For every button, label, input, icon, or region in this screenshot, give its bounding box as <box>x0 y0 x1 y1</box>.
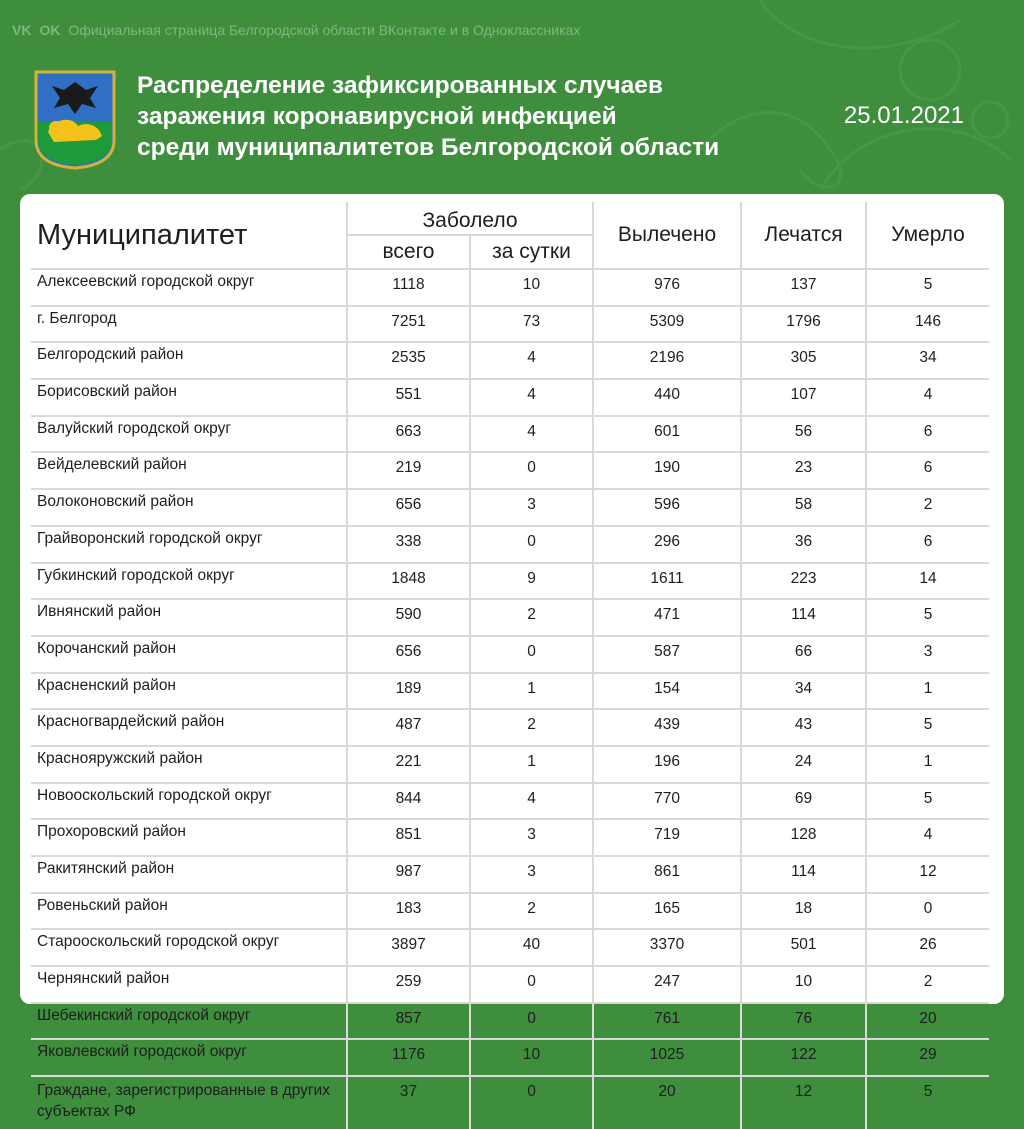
cell-total: 1118 <box>347 269 470 306</box>
table-row <box>31 269 989 306</box>
cell-municipality: Шебекинский городской округ <box>31 1003 347 1040</box>
cell-total: 7251 <box>347 306 470 343</box>
cell-died: 29 <box>866 1039 989 1076</box>
title-line: заражения коронавирусной инфекцией <box>137 103 617 130</box>
table-row <box>31 416 989 453</box>
cell-died: 146 <box>866 306 989 343</box>
cell-municipality: Старооскольский городской округ <box>31 929 347 966</box>
cell-municipality: Ракитянский район <box>31 856 347 893</box>
cell-municipality: Губкинский городской округ <box>31 563 347 600</box>
cell-day: 1 <box>470 746 593 783</box>
cell-treated: 114 <box>741 599 866 636</box>
table-card <box>20 194 1004 1121</box>
cell-died: 6 <box>866 416 989 453</box>
cell-municipality: г. Белгород <box>31 306 347 343</box>
cell-day: 3 <box>470 856 593 893</box>
cell-day: 0 <box>470 526 593 563</box>
cell-recovered: 2196 <box>593 342 741 379</box>
cell-municipality: Волоконовский район <box>31 489 347 526</box>
ok-icon: OK <box>39 22 61 38</box>
cell-died: 4 <box>866 379 989 416</box>
cell-treated: 137 <box>741 269 866 306</box>
table-row <box>31 636 989 673</box>
header-municipality: Муниципалитет <box>37 218 248 251</box>
table-row <box>31 452 989 489</box>
cell-treated: 1796 <box>741 306 866 343</box>
cell-total: 851 <box>347 819 470 856</box>
cell-municipality: Валуйский городской округ <box>31 416 347 453</box>
cell-died: 14 <box>866 563 989 600</box>
cell-treated: 122 <box>741 1039 866 1076</box>
cell-day: 3 <box>470 819 593 856</box>
cell-died: 2 <box>866 966 989 1003</box>
table-row <box>31 819 989 856</box>
social-caption: Официальная страница Белгородской области ВКонтакте и в Одноклассниках <box>68 22 581 38</box>
cell-day: 4 <box>470 342 593 379</box>
table-row <box>31 929 989 966</box>
cell-day: 1 <box>470 673 593 710</box>
cell-died: 34 <box>866 342 989 379</box>
cell-day: 0 <box>470 452 593 489</box>
cell-died: 6 <box>866 526 989 563</box>
cell-day: 2 <box>470 709 593 746</box>
cell-treated: 305 <box>741 342 866 379</box>
cell-treated: 107 <box>741 379 866 416</box>
cell-total: 656 <box>347 489 470 526</box>
vk-icon: VK <box>12 22 32 38</box>
cell-recovered: 247 <box>593 966 741 1003</box>
header-in-treatment: Лечатся <box>741 202 866 269</box>
cell-died: 5 <box>866 269 989 306</box>
cell-day: 4 <box>470 783 593 820</box>
cell-total: 844 <box>347 783 470 820</box>
table-row <box>31 489 989 526</box>
table-row <box>31 783 989 820</box>
header-died: Умерло <box>891 223 965 246</box>
table-row <box>31 526 989 563</box>
cell-recovered: 440 <box>593 379 741 416</box>
table-row <box>31 856 989 893</box>
cell-municipality: Граждане, зарегистрированные в других субъектах РФ <box>31 1076 347 1129</box>
cell-died: 26 <box>866 929 989 966</box>
cell-total: 663 <box>347 416 470 453</box>
cell-municipality: Чернянский район <box>31 966 347 1003</box>
cell-recovered: 1611 <box>593 563 741 600</box>
cell-died: 0 <box>866 893 989 930</box>
table-row <box>31 746 989 783</box>
cell-treated: 76 <box>741 1003 866 1040</box>
cell-total: 487 <box>347 709 470 746</box>
table-row <box>31 1039 989 1076</box>
table-row <box>31 379 989 416</box>
cell-recovered: 3370 <box>593 929 741 966</box>
cell-treated: 114 <box>741 856 866 893</box>
cell-recovered: 196 <box>593 746 741 783</box>
cell-recovered: 596 <box>593 489 741 526</box>
report-date: 25.01.2021 <box>843 102 964 129</box>
cell-total: 183 <box>347 893 470 930</box>
cell-day: 3 <box>470 489 593 526</box>
cell-recovered: 154 <box>593 673 741 710</box>
cell-died: 20 <box>866 1003 989 1040</box>
header-recovered: Вылечено <box>593 202 741 269</box>
covid-cases-table <box>31 202 989 1129</box>
cell-day: 4 <box>470 379 593 416</box>
cell-total: 259 <box>347 966 470 1003</box>
cell-recovered: 770 <box>593 783 741 820</box>
cell-treated: 66 <box>741 636 866 673</box>
header-infected-day: за сутки <box>470 235 593 269</box>
cell-day: 2 <box>470 893 593 930</box>
cell-municipality: Вейделевский район <box>31 452 347 489</box>
cell-recovered: 1025 <box>593 1039 741 1076</box>
cell-died: 1 <box>866 673 989 710</box>
cell-recovered: 861 <box>593 856 741 893</box>
cell-died: 6 <box>866 452 989 489</box>
cell-total: 338 <box>347 526 470 563</box>
cell-recovered: 719 <box>593 819 741 856</box>
cell-total: 857 <box>347 1003 470 1040</box>
cell-recovered: 296 <box>593 526 741 563</box>
cell-municipality: Красненский район <box>31 673 347 710</box>
title-line: Распределение зафиксированных случаев <box>137 72 663 99</box>
cell-died: 5 <box>866 709 989 746</box>
cell-day: 10 <box>470 1039 593 1076</box>
cell-day: 0 <box>470 1076 593 1129</box>
cell-recovered: 471 <box>593 599 741 636</box>
table-row <box>31 342 989 379</box>
cell-died: 12 <box>866 856 989 893</box>
cell-municipality: Алексеевский городской округ <box>31 269 347 306</box>
cell-total: 219 <box>347 452 470 489</box>
cell-total: 221 <box>347 746 470 783</box>
cell-recovered: 976 <box>593 269 741 306</box>
cell-municipality: Яковлевский городской округ <box>31 1039 347 1076</box>
cell-died: 5 <box>866 1076 989 1129</box>
table-row <box>31 306 989 343</box>
cell-day: 0 <box>470 966 593 1003</box>
cell-recovered: 601 <box>593 416 741 453</box>
cell-treated: 56 <box>741 416 866 453</box>
cell-treated: 18 <box>741 893 866 930</box>
cell-total: 189 <box>347 673 470 710</box>
cell-total: 987 <box>347 856 470 893</box>
cell-day: 9 <box>470 563 593 600</box>
header-infected-total: всего <box>347 235 470 269</box>
cell-municipality: Грайворонский городской округ <box>31 526 347 563</box>
table-row <box>31 966 989 1003</box>
cell-day: 40 <box>470 929 593 966</box>
header-infected: Заболело <box>347 202 593 235</box>
cell-day: 10 <box>470 269 593 306</box>
cell-recovered: 5309 <box>593 306 741 343</box>
cell-recovered: 587 <box>593 636 741 673</box>
table-row <box>31 673 989 710</box>
cell-total: 3897 <box>347 929 470 966</box>
table-row <box>31 1003 989 1040</box>
cell-municipality: Ровеньский район <box>31 893 347 930</box>
social-caption-bar <box>12 18 580 42</box>
cell-died: 3 <box>866 636 989 673</box>
cell-municipality: Борисовский район <box>31 379 347 416</box>
cell-day: 73 <box>470 306 593 343</box>
table-row <box>31 893 989 930</box>
page-title <box>137 70 817 163</box>
cell-died: 1 <box>866 746 989 783</box>
cell-died: 5 <box>866 783 989 820</box>
cell-total: 590 <box>347 599 470 636</box>
cell-municipality: Белгородский район <box>31 342 347 379</box>
cell-died: 4 <box>866 819 989 856</box>
cell-total: 1176 <box>347 1039 470 1076</box>
cell-day: 0 <box>470 636 593 673</box>
cell-recovered: 439 <box>593 709 741 746</box>
cell-recovered: 761 <box>593 1003 741 1040</box>
cell-treated: 24 <box>741 746 866 783</box>
cell-municipality: Краснояружский район <box>31 746 347 783</box>
cell-treated: 223 <box>741 563 866 600</box>
cell-recovered: 20 <box>593 1076 741 1129</box>
cell-treated: 69 <box>741 783 866 820</box>
cell-treated: 43 <box>741 709 866 746</box>
cell-treated: 58 <box>741 489 866 526</box>
cell-total: 37 <box>347 1076 470 1129</box>
table-row <box>31 1076 989 1129</box>
cell-treated: 12 <box>741 1076 866 1129</box>
cell-total: 551 <box>347 379 470 416</box>
cell-recovered: 165 <box>593 893 741 930</box>
table-row <box>31 599 989 636</box>
cell-municipality: Новооскольский городской округ <box>31 783 347 820</box>
cell-total: 656 <box>347 636 470 673</box>
cell-recovered: 190 <box>593 452 741 489</box>
cell-treated: 34 <box>741 673 866 710</box>
cell-treated: 501 <box>741 929 866 966</box>
cell-treated: 128 <box>741 819 866 856</box>
cell-municipality: Ивнянский район <box>31 599 347 636</box>
cell-total: 1848 <box>347 563 470 600</box>
cell-died: 5 <box>866 599 989 636</box>
table-row <box>31 709 989 746</box>
title-line: среди муниципалитетов Белгородской области <box>137 134 720 161</box>
table-row <box>31 563 989 600</box>
cell-treated: 10 <box>741 966 866 1003</box>
cell-municipality: Прохоровский район <box>31 819 347 856</box>
cell-municipality: Красногвардейский район <box>31 709 347 746</box>
cell-day: 0 <box>470 1003 593 1040</box>
cell-treated: 23 <box>741 452 866 489</box>
cell-municipality: Корочанский район <box>31 636 347 673</box>
cell-day: 2 <box>470 599 593 636</box>
cell-treated: 36 <box>741 526 866 563</box>
cell-died: 2 <box>866 489 989 526</box>
cell-total: 2535 <box>347 342 470 379</box>
cell-day: 4 <box>470 416 593 453</box>
belgorod-coat-of-arms-icon <box>34 70 116 170</box>
